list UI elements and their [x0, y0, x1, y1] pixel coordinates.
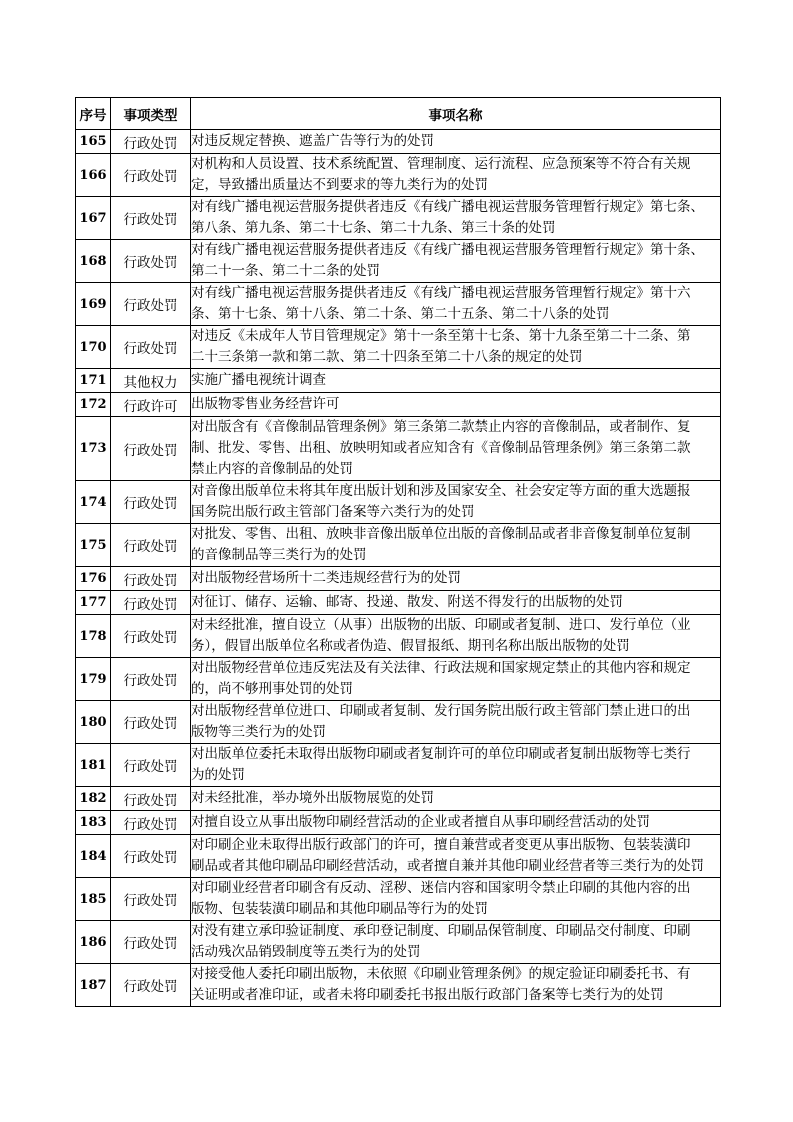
items-table: [75, 97, 721, 1007]
item-name-line: 对擅自设立从事出版物印刷经营活动的企业或者擅自从事印刷经营活动的处罚: [191, 814, 650, 830]
item-name: [191, 154, 721, 197]
item-name-line: 对接受他人委托印刷出版物，未依照《印刷业管理条例》的规定验证印刷委托书、有: [191, 966, 691, 982]
item-name: [191, 197, 721, 240]
table-row: [76, 154, 721, 197]
item-name-line: 为的处罚: [191, 767, 245, 783]
item-name-line: 关证明或者准印证，或者未将印刷委托书报出版行政部门备案等七类行为的处罚: [191, 987, 664, 1003]
item-name-line: 对未经批准，举办境外出版物展览的处罚: [191, 790, 434, 806]
header-type: 事项类型: [111, 98, 191, 130]
item-name: [191, 701, 721, 744]
item-name-line: 第八条、第九条、第二十七条、第二十九条、第三十条的处罚: [191, 220, 556, 236]
row-number: 187: [76, 964, 111, 1007]
table-row: [76, 615, 721, 658]
row-number: 177: [76, 591, 111, 615]
item-name-line: 对没有建立承印验证制度、承印登记制度、印刷品保管制度、印刷品交付制度、印刷: [191, 923, 691, 939]
item-type: 行政处罚: [111, 591, 191, 615]
row-number: 184: [76, 835, 111, 878]
item-name: [191, 787, 721, 811]
row-number: 170: [76, 326, 111, 369]
item-name: [191, 921, 721, 964]
row-number: 173: [76, 417, 111, 481]
item-type: 行政处罚: [111, 524, 191, 567]
row-number: 168: [76, 240, 111, 283]
item-name-line: 对音像出版单位未将其年度出版计划和涉及国家安全、社会安定等方面的重大选题报: [191, 483, 691, 499]
item-type: 行政处罚: [111, 701, 191, 744]
row-number: 181: [76, 744, 111, 787]
item-name-line: 对未经批准，擅自设立（从事）出版物的出版、印刷或者复制、进口、发行单位（业: [191, 617, 691, 633]
header-no: 序号: [76, 98, 111, 130]
table-row: [76, 283, 721, 326]
item-name: [191, 811, 721, 835]
row-number: 171: [76, 369, 111, 393]
item-name: [191, 283, 721, 326]
row-number: 183: [76, 811, 111, 835]
item-type: 行政处罚: [111, 658, 191, 701]
row-number: 172: [76, 393, 111, 417]
item-type: 行政处罚: [111, 326, 191, 369]
item-name-line: 对出版物经营场所十二类违规经营行为的处罚: [191, 570, 461, 586]
header-name: 事项名称: [191, 98, 721, 130]
item-name: [191, 615, 721, 658]
row-number: 175: [76, 524, 111, 567]
item-name: [191, 878, 721, 921]
row-number: 178: [76, 615, 111, 658]
item-type: 行政处罚: [111, 835, 191, 878]
item-name-line: 对违反《未成年人节目管理规定》第十一条至第十七条、第十九条至第二十二条、第: [191, 328, 691, 344]
table-row: [76, 567, 721, 591]
item-name-line: 务），假冒出版单位名称或者伪造、假冒报纸、期刊名称出版出版物的处罚: [191, 638, 630, 654]
item-type: 行政处罚: [111, 964, 191, 1007]
item-name-line: 对出版物经营单位进口、印刷或者复制、发行国务院出版行政主管部门禁止进口的出: [191, 703, 691, 719]
item-name: [191, 481, 721, 524]
table-row: [76, 835, 721, 878]
item-name-line: 对有线广播电视运营服务提供者违反《有线广播电视运营服务管理暂行规定》第十条、: [191, 242, 704, 258]
item-type: 行政处罚: [111, 154, 191, 197]
item-name: [191, 130, 721, 154]
item-name-line: 对印刷业经营者印刷含有反动、淫秽、迷信内容和国家明令禁止印刷的其他内容的出: [191, 880, 691, 896]
table-row: [76, 481, 721, 524]
table-row: [76, 701, 721, 744]
item-type: 行政处罚: [111, 417, 191, 481]
item-type: 行政处罚: [111, 921, 191, 964]
item-type: 行政处罚: [111, 197, 191, 240]
row-number: 166: [76, 154, 111, 197]
item-name: [191, 964, 721, 1007]
item-name-line: 对出版单位委托未取得出版物印刷或者复制许可的单位印刷或者复制出版物等七类行: [191, 746, 691, 762]
table-row: [76, 369, 721, 393]
item-name-line: 对印刷企业未取得出版行政部门的许可，擅自兼营或者变更从事出版物、包装装潢印: [191, 837, 691, 853]
item-type: 行政处罚: [111, 567, 191, 591]
item-name-line: 的音像制品等三类行为的处罚: [191, 547, 367, 563]
item-name-line: 定，导致播出质量达不到要求的等九类行为的处罚: [191, 177, 488, 193]
item-name-line: 活动残次品销毁制度等五类行为的处罚: [191, 944, 421, 960]
item-type: 行政许可: [111, 393, 191, 417]
header-row: [76, 98, 721, 130]
item-name-line: 的，尚不够刑事处罚的处罚: [191, 681, 353, 697]
item-name: [191, 417, 721, 481]
item-name-line: 对机构和人员设置、技术系统配置、管理制度、运行流程、应急预案等不符合有关规: [191, 156, 691, 172]
item-name-line: 对出版物经营单位违反宪法及有关法律、行政法规和国家规定禁止的其他内容和规定: [191, 660, 691, 676]
item-type: 行政处罚: [111, 787, 191, 811]
item-name-line: 对出版含有《音像制品管理条例》第三条第二款禁止内容的音像制品，或者制作、复: [191, 419, 691, 435]
item-name-line: 二十三条第一款和第二款、第二十四条至第二十八条的规定的处罚: [191, 349, 583, 365]
table-row: [76, 964, 721, 1007]
item-name-line: 制、批发、零售、出租、放映明知或者应知含有《音像制品管理条例》第三条第二款: [191, 440, 691, 456]
row-number: 185: [76, 878, 111, 921]
item-name-line: 刷品或者其他印刷品印刷经营活动，或者擅自兼并其他印刷业经营者等三类行为的处罚: [191, 858, 704, 874]
item-name-line: 对违反规定替换、遮盖广告等行为的处罚: [191, 133, 434, 149]
table-row: [76, 326, 721, 369]
table-row: [76, 921, 721, 964]
item-type: 行政处罚: [111, 615, 191, 658]
item-name-line: 对征订、储存、运输、邮寄、投递、散发、附送不得发行的出版物的处罚: [191, 594, 623, 610]
item-type: 其他权力: [111, 369, 191, 393]
item-name-line: 出版物零售业务经营许可: [191, 396, 340, 412]
table-row: [76, 393, 721, 417]
item-name: [191, 744, 721, 787]
row-number: 186: [76, 921, 111, 964]
table-row: [76, 130, 721, 154]
item-name: [191, 369, 721, 393]
table-row: [76, 878, 721, 921]
item-name: [191, 835, 721, 878]
table-row: [76, 417, 721, 481]
item-type: 行政处罚: [111, 744, 191, 787]
row-number: 180: [76, 701, 111, 744]
table-row: [76, 658, 721, 701]
item-name-line: 版物、包装装潢印刷品和其他印刷品等行为的处罚: [191, 901, 488, 917]
table-row: [76, 240, 721, 283]
table-row: [76, 787, 721, 811]
item-name-line: 对批发、零售、出租、放映非音像出版单位出版的音像制品或者非音像复制单位复制: [191, 526, 691, 542]
row-number: 176: [76, 567, 111, 591]
item-name: [191, 591, 721, 615]
item-type: 行政处罚: [111, 283, 191, 326]
row-number: 165: [76, 130, 111, 154]
row-number: 182: [76, 787, 111, 811]
item-type: 行政处罚: [111, 240, 191, 283]
table-row: [76, 524, 721, 567]
table-row: [76, 591, 721, 615]
table-row: [76, 744, 721, 787]
table-row: [76, 811, 721, 835]
item-name: [191, 524, 721, 567]
item-name-line: 第二十一条、第二十二条的处罚: [191, 263, 380, 279]
item-name-line: 对有线广播电视运营服务提供者违反《有线广播电视运营服务管理暂行规定》第十六: [191, 285, 691, 301]
item-name: [191, 326, 721, 369]
item-name: [191, 393, 721, 417]
row-number: 169: [76, 283, 111, 326]
item-type: 行政处罚: [111, 811, 191, 835]
item-name-line: 对有线广播电视运营服务提供者违反《有线广播电视运营服务管理暂行规定》第七条、: [191, 199, 704, 215]
row-number: 179: [76, 658, 111, 701]
item-type: 行政处罚: [111, 481, 191, 524]
item-type: 行政处罚: [111, 878, 191, 921]
table-row: [76, 197, 721, 240]
row-number: 174: [76, 481, 111, 524]
item-name-line: 国务院出版行政主管部门备案等六类行为的处罚: [191, 504, 475, 520]
item-name-line: 禁止内容的音像制品的处罚: [191, 461, 353, 477]
item-name: [191, 567, 721, 591]
item-name: [191, 240, 721, 283]
item-type: 行政处罚: [111, 130, 191, 154]
item-name-line: 条、第十七条、第十八条、第二十条、第二十五条、第二十八条的处罚: [191, 306, 610, 322]
item-name-line: 实施广播电视统计调查: [191, 372, 326, 388]
row-number: 167: [76, 197, 111, 240]
item-name: [191, 658, 721, 701]
item-name-line: 版物等三类行为的处罚: [191, 724, 326, 740]
